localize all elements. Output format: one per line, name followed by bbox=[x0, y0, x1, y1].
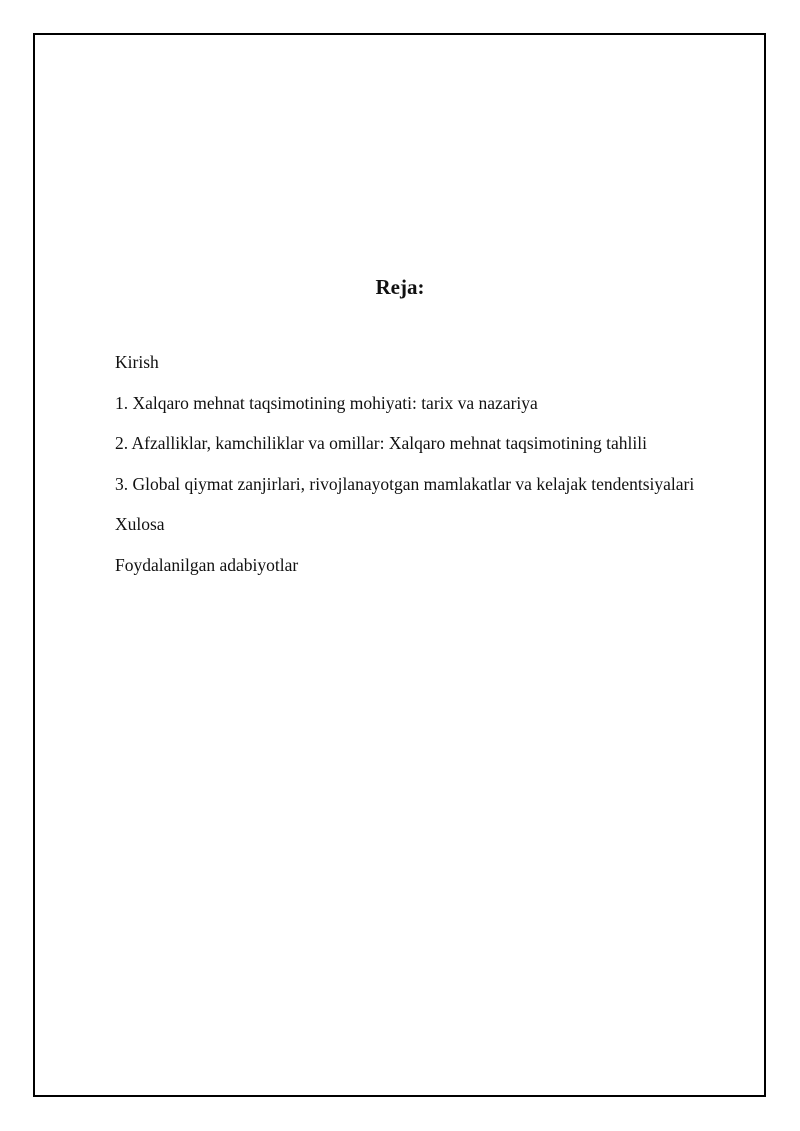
toc-item-2: 2. Afzalliklar, kamchiliklar va omillar: Xalqaro mehnat taqsimotining tahlili bbox=[115, 433, 647, 453]
toc-item-xulosa: Xulosa bbox=[115, 514, 165, 534]
toc-item-adabiyotlar: Foydalanilgan adabiyotlar bbox=[115, 554, 299, 575]
toc-item-3: 3. Global qiymat zanjirlari, rivojlanayotgan mamlakatlar va kelajak tendentsiyalari bbox=[115, 473, 695, 494]
toc-item-kirish: Kirish bbox=[115, 352, 159, 372]
table-of-contents bbox=[115, 350, 755, 593]
page-title: Reja: bbox=[375, 275, 425, 299]
toc-item-1: 1. Xalqaro mehnat taqsimotining mohiyati: tarix va nazariya bbox=[115, 392, 538, 413]
